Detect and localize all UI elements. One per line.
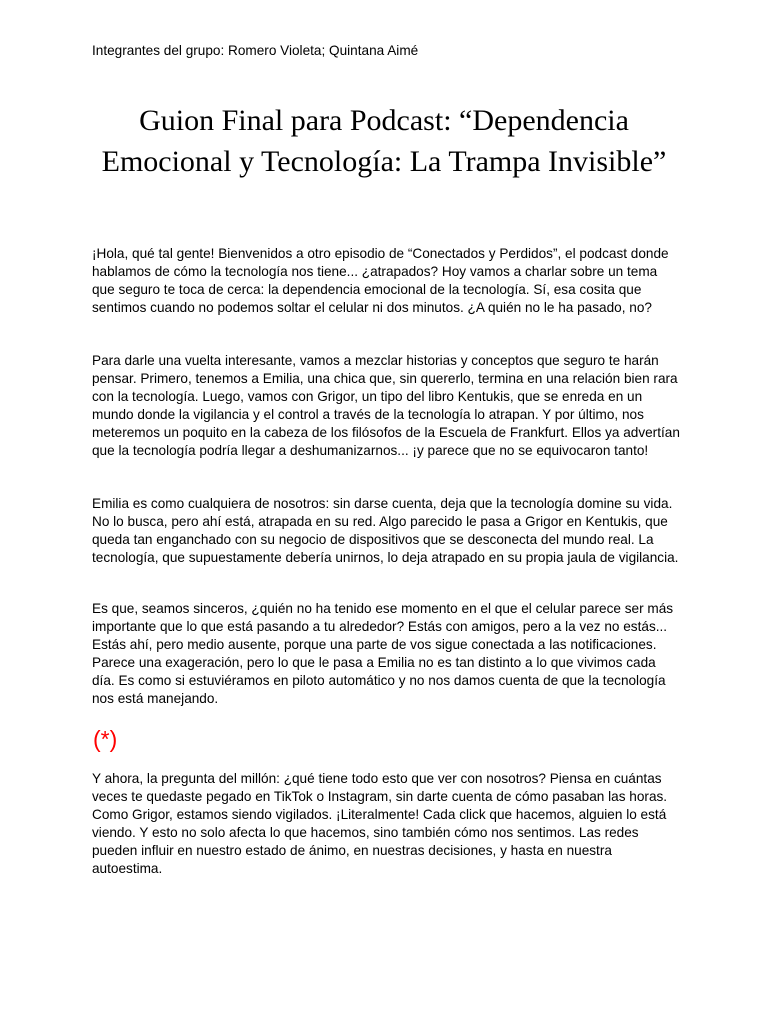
- paragraph-million-question: Y ahora, la pregunta del millón: ¿qué tiene todo esto que ver con nosotros? Piensa en cuántas veces te quedaste pegado en TikTok o Instagram, sin darte cuenta de cómo pasaban las horas. Como Grigor, estamos siendo vigilados. ¡Literalmente! Cada click que hacemos, alguien lo está viendo. Y esto no solo afecta lo que hacemos, sino también cómo nos sentimos. Las redes pueden influir en nuestro estado de ánimo, en nuestras decisiones, y hasta en nuestra autoestima.: [92, 771, 668, 876]
- group-members-line: Integrantes del grupo: Romero Violeta; Quintana Aimé: [92, 43, 419, 58]
- red-asterisk-marker: (*): [93, 726, 118, 752]
- paragraph-emilia-grigor: Emilia es como cualquiera de nosotros: sin darse cuenta, deja que la tecnología domine su vida. No lo busca, pero ahí está, atrapada en su red. Algo parecido le pasa a Grigor en Kentukis, que queda tan enganchado con su negocio de dispositivos que se desconecta del mundo real. La tecnología, que supuestamente debería unirnos, lo deja atrapado en su propia jaula de vigilancia.: [92, 496, 679, 565]
- paragraph-intro: ¡Hola, qué tal gente! Bienvenidos a otro episodio de “Conectados y Perdidos”, el podcast donde hablamos de cómo la tecnología nos tiene... ¿atrapados? Hoy vamos a charlar sobre un tema que seguro te toca de cerca: la dependencia emocional de la tecnología. Sí, esa cosita que sentimos cuando no podemos soltar el celular ni dos minutos. ¿A quién no le ha pasado, no?: [92, 246, 669, 315]
- paragraph-overview: Para darle una vuelta interesante, vamos a mezclar historias y conceptos que seguro te harán pensar. Primero, tenemos a Emilia, una chica que, sin quererlo, termina en una relación bien rara con la tecnología. Luego, vamos con Grigor, un tipo del libro Kentukis, que se enreda en un mundo donde la vigilancia y el control a través de la tecnología lo atrapan. Y por último, nos meteremos un poquito en la cabeza de los filósofos de la Escuela de Frankfurt. Ellos ya advertían que la tecnología podría llegar a deshumanizarnos... ¡y parece que no se equivocaron tanto!: [92, 353, 680, 458]
- paragraph-phone-moment: Es que, seamos sinceros, ¿quién no ha tenido ese momento en el que el celular parece ser más importante que lo que está pasando a tu alrededor? Estás con amigos, pero a la vez no estás... Estás ahí, pero medio ausente, porque una parte de vos sigue conectada a las notificaciones. Parece una exageración, pero lo que le pasa a Emilia no es tan distinto a lo que vivimos cada día. Es como si estuviéramos en piloto automático y no nos damos cuenta de que la tecnología nos está manejando.: [92, 601, 674, 706]
- document-title: Guion Final para Podcast: “Dependencia Emocional y Tecnología: La Trampa Invisible”: [101, 104, 667, 178]
